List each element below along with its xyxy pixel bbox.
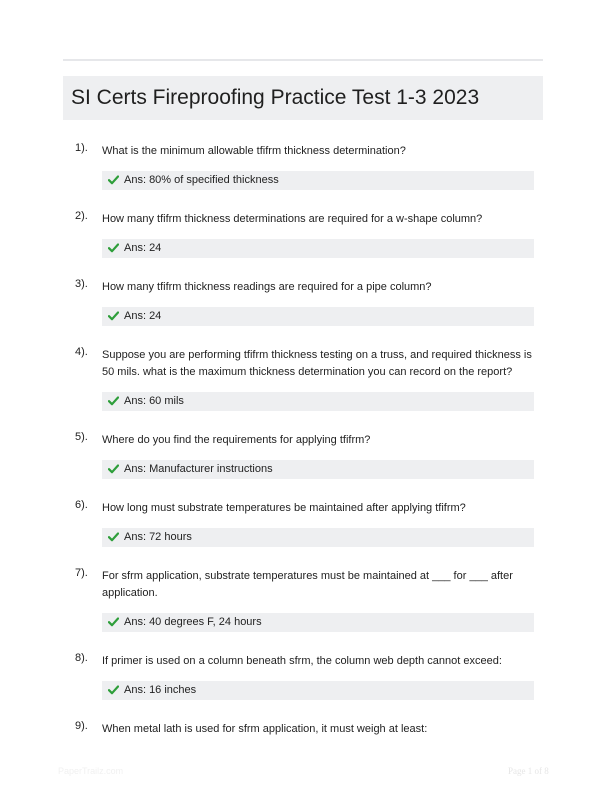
question-text: How many tfifrm thickness determinations are required for a w-shape column? [102,213,483,225]
question-number: 4). [75,346,88,358]
question-text: What is the minimum allowable tfifrm thickness determination? [102,145,406,157]
question-number: 5). [75,431,88,443]
answer-box [102,528,534,547]
answer-box [102,460,534,479]
question-item [63,429,543,479]
page-indicator: Page 1 of 8 [508,766,549,776]
answer-text: Ans: 16 inches [124,684,197,696]
answer-box [102,613,534,632]
answer-text: Ans: 40 degrees F, 24 hours [124,616,262,628]
answer-box [102,171,534,190]
answer-box [102,681,534,700]
answer-text: Ans: 24 [124,242,162,254]
question-item [63,565,543,632]
check-icon [108,528,120,547]
answer-box [102,392,534,411]
question-number: 9). [75,720,88,732]
question-item [63,650,543,700]
check-icon [108,171,120,190]
question-number: 8). [75,652,88,664]
question-text: How many tfifrm thickness readings are required for a pipe column? [102,281,432,293]
question-text: When metal lath is used for sfrm application, it must weigh at least: [102,723,428,735]
question-item [63,344,543,411]
question-text: For sfrm application, substrate temperatures must be maintained at ___ for ___ after application. [102,570,513,599]
footer-watermark: PaperTrailz.com [58,766,124,776]
question-number: 2). [75,210,88,222]
question-item [63,276,543,326]
question-text: Where do you find the requirements for applying tfifrm? [102,434,371,446]
question-item [63,208,543,258]
answer-box [102,239,534,258]
check-icon [108,239,120,258]
title-banner [63,76,543,120]
check-icon [108,681,120,700]
question-item [63,718,543,738]
answer-text: Ans: Manufacturer instructions [124,463,273,475]
check-icon [108,307,120,326]
question-text: How long must substrate temperatures be maintained after applying tfifrm? [102,502,466,514]
question-item [63,497,543,547]
question-number: 7). [75,567,88,579]
question-number: 1). [75,142,88,154]
answer-box [102,307,534,326]
answer-text: Ans: 72 hours [124,531,192,543]
page-title: SI Certs Fireproofing Practice Test 1-3 2023 [71,86,480,109]
check-icon [108,392,120,411]
question-list [63,140,543,756]
question-number: 3). [75,278,88,290]
check-icon [108,613,120,632]
answer-text: Ans: 24 [124,310,162,322]
answer-text: Ans: 60 mils [124,395,184,407]
question-number: 6). [75,499,88,511]
question-text: If primer is used on a column beneath sfrm, the column web depth cannot exceed: [102,655,502,667]
check-icon [108,460,120,479]
question-text: Suppose you are performing tfifrm thickness testing on a truss, and required thickness is 50 mils. what is the maximum thickness determination you can record on the report? [102,349,532,378]
answer-text: Ans: 80% of specified thickness [124,174,279,186]
question-item [63,140,543,190]
top-divider [63,59,543,61]
